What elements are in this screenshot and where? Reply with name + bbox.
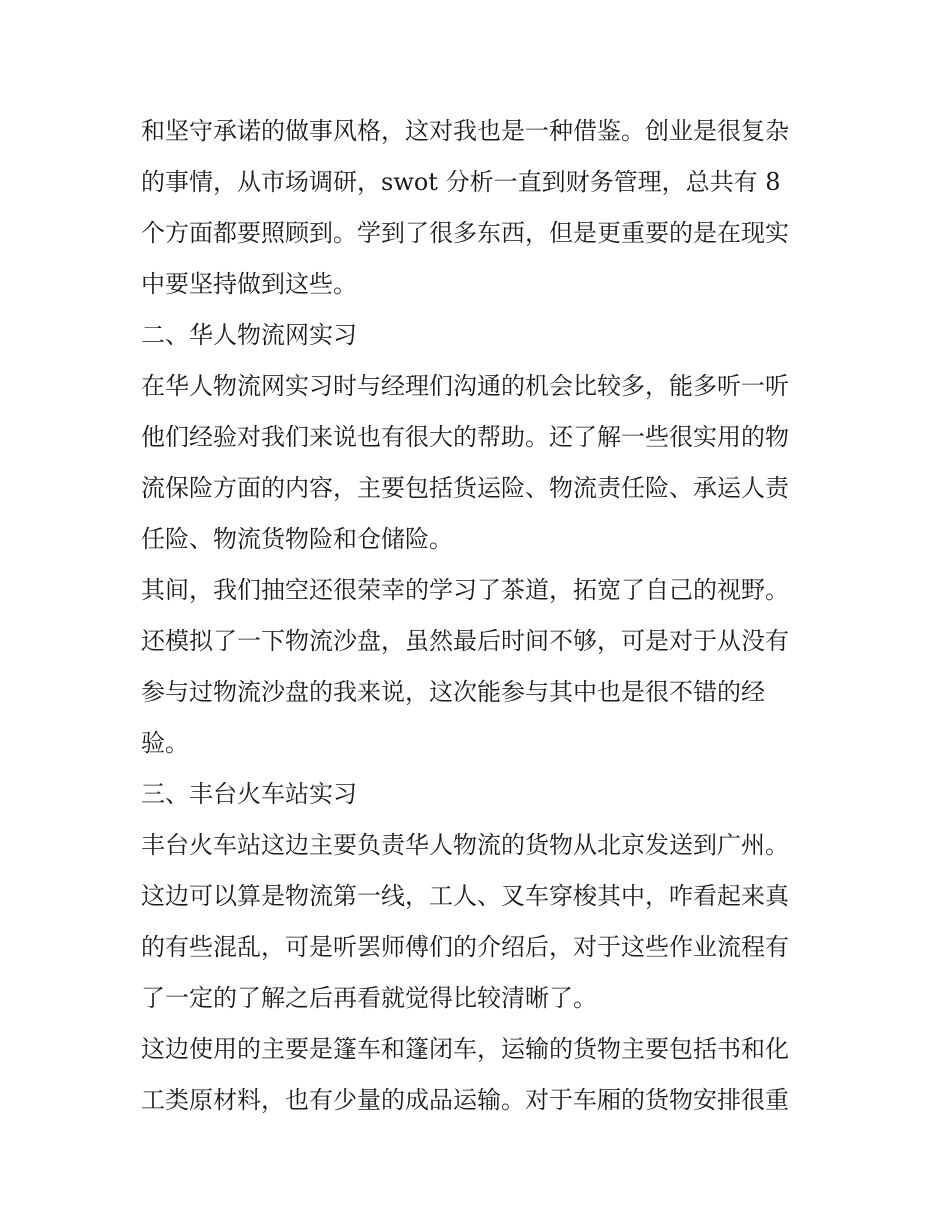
text-line: 流保险方面的内容，主要包括货运险、物流责任险、承运人责 <box>141 474 789 502</box>
text-line: 丰台火车站这边主要负责华人物流的货物从北京发送到广州。 <box>141 831 789 859</box>
text-line: 个方面都要照顾到。学到了很多东西，但是更重要的是在现实 <box>141 219 789 247</box>
text-line: 还模拟了一下物流沙盘，虽然最后时间不够，可是对于从没有 <box>141 627 789 655</box>
section-heading: 二、华人物流网实习 <box>141 321 357 349</box>
text-line: 了一定的了解之后再看就觉得比较清晰了。 <box>141 984 597 1012</box>
text-line: 工类原材料，也有少量的成品运输。对于车厢的货物安排很重 <box>141 1086 789 1114</box>
text-line: 验。 <box>141 729 189 757</box>
text-line: 中要坚持做到这些。 <box>141 270 357 298</box>
section-heading: 三、丰台火车站实习 <box>141 780 357 808</box>
document-body <box>141 106 813 1126</box>
text-line: 的事情，从市场调研，swot 分析一直到财务管理，总共有 8 <box>141 168 781 196</box>
text-line: 其间，我们抽空还很荣幸的学习了茶道，拓宽了自己的视野。 <box>141 576 789 604</box>
text-line: 和坚守承诺的做事风格，这对我也是一种借鉴。创业是很复杂 <box>141 117 789 145</box>
text-line: 参与过物流沙盘的我来说，这次能参与其中也是很不错的经 <box>141 678 765 706</box>
text-line: 的有些混乱，可是听罢师傅们的介绍后，对于这些作业流程有 <box>141 933 789 961</box>
text-line: 这边使用的主要是篷车和篷闭车，运输的货物主要包括书和化 <box>141 1035 789 1063</box>
text-line: 这边可以算是物流第一线，工人、叉车穿梭其中，咋看起来真 <box>141 882 789 910</box>
text-line: 任险、物流货物险和仓储险。 <box>141 525 453 553</box>
text-line: 在华人物流网实习时与经理们沟通的机会比较多，能多听一听 <box>141 372 789 400</box>
text-line: 他们经验对我们来说也有很大的帮助。还了解一些很实用的物 <box>141 423 789 451</box>
